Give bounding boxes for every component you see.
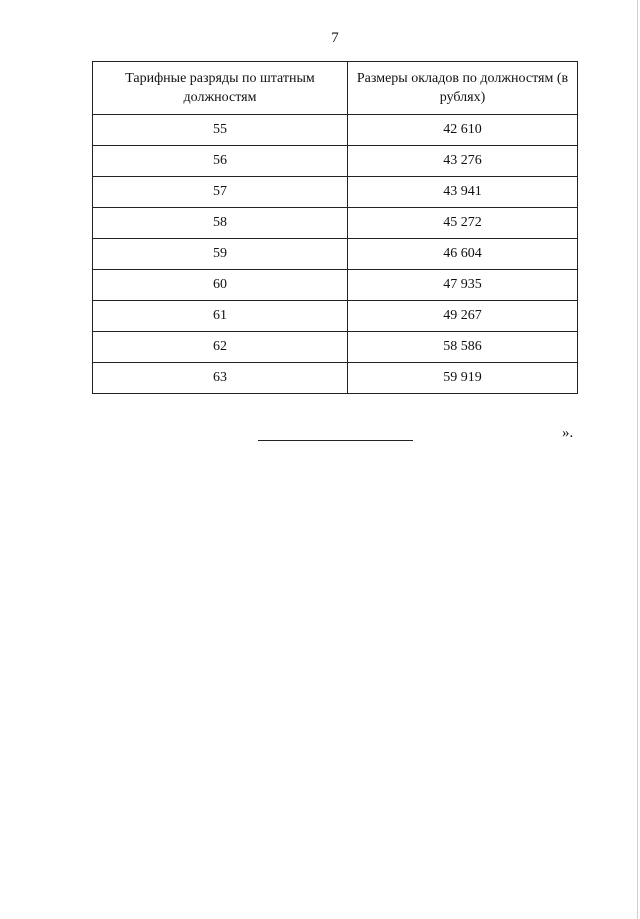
cell-salary: 43 276	[348, 146, 578, 177]
cell-salary: 45 272	[348, 208, 578, 239]
table-row	[93, 332, 578, 363]
cell-grade: 57	[93, 177, 348, 208]
page-number: 7	[331, 30, 339, 46]
table-row	[93, 208, 578, 239]
cell-grade: 59	[93, 239, 348, 270]
page-edge	[637, 0, 638, 919]
cell-grade: 63	[93, 363, 348, 394]
cell-salary: 46 604	[348, 239, 578, 270]
cell-salary: 49 267	[348, 301, 578, 332]
table-row	[93, 115, 578, 146]
cell-salary: 59 919	[348, 363, 578, 394]
end-divider-line	[258, 440, 413, 441]
table-body	[93, 115, 578, 394]
table-row	[93, 270, 578, 301]
table-header-row	[93, 62, 578, 115]
cell-grade: 56	[93, 146, 348, 177]
cell-grade: 60	[93, 270, 348, 301]
cell-salary: 47 935	[348, 270, 578, 301]
cell-salary: 42 610	[348, 115, 578, 146]
cell-grade: 62	[93, 332, 348, 363]
cell-salary: 43 941	[348, 177, 578, 208]
cell-grade: 55	[93, 115, 348, 146]
header-salary-amount: Размеры окладов по должностям (в рублях)	[348, 62, 578, 115]
cell-grade: 58	[93, 208, 348, 239]
header-tariff-grade: Тарифные разряды по штатным должностям	[93, 62, 348, 115]
table-row	[93, 177, 578, 208]
table-row	[93, 146, 578, 177]
salary-table	[92, 61, 578, 394]
table-row	[93, 239, 578, 270]
cell-salary: 58 586	[348, 332, 578, 363]
table-row	[93, 301, 578, 332]
closing-quote: ».	[562, 425, 574, 441]
table-row	[93, 363, 578, 394]
cell-grade: 61	[93, 301, 348, 332]
